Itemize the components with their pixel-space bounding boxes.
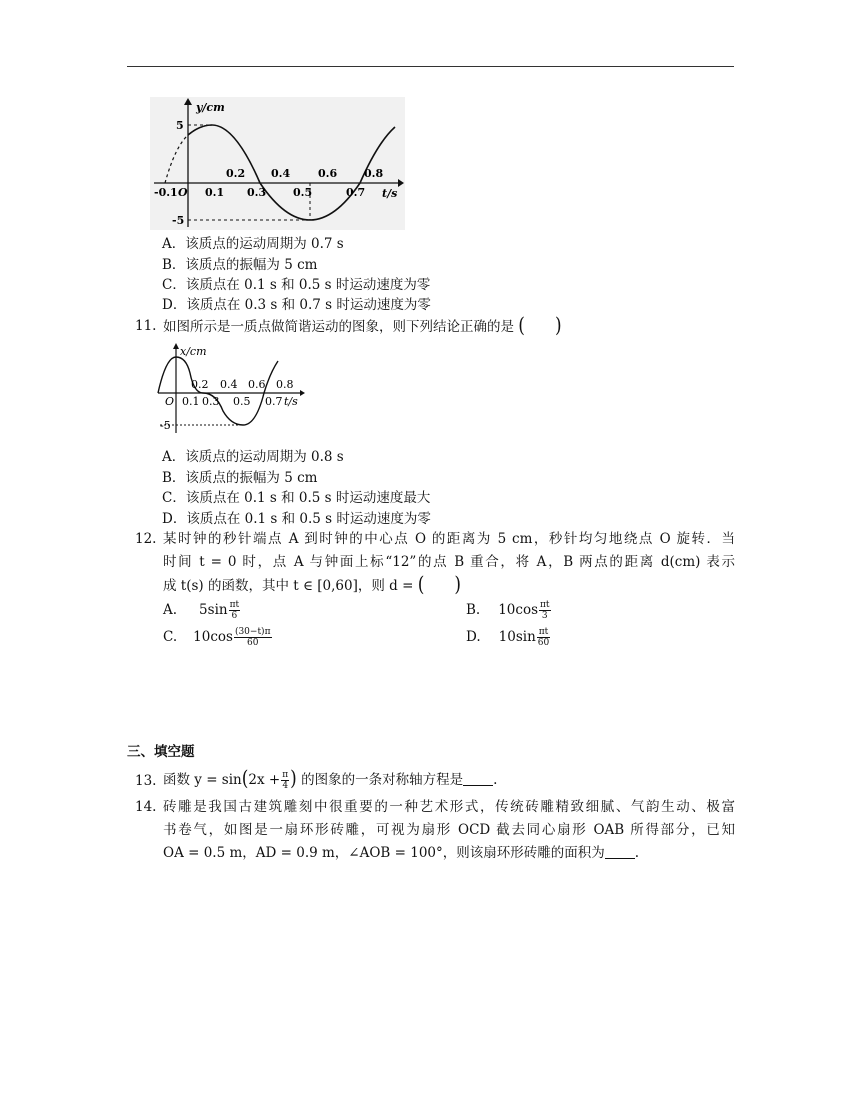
section-title-fill-in: 三、填空题 bbox=[127, 744, 195, 760]
q10-y-tick-neg5: -5 bbox=[172, 214, 185, 227]
q11-origin: O bbox=[165, 395, 175, 408]
q12-option-a-frac: $\frac{\pi t}{6}$ bbox=[229, 600, 240, 621]
q11-tick-below-4: 0.7 bbox=[265, 395, 283, 408]
q11-tick-below-2: 0.3 bbox=[202, 395, 220, 408]
q10-tick-above-3: 0.6 bbox=[318, 167, 338, 180]
q11-option-d: D．该质点在 0.1 s 和 0.5 s 时运动速度为零 bbox=[162, 511, 431, 527]
q11-tick-below-3: 0.5 bbox=[233, 395, 251, 408]
q12-option-d bbox=[466, 627, 551, 648]
q12-option-a-coef: 5sin bbox=[199, 602, 228, 618]
q11-paren-close: ) bbox=[554, 314, 562, 338]
q11-tick-below-1: 0.1 bbox=[182, 395, 200, 408]
q12-option-b bbox=[466, 600, 552, 621]
q12-option-d-frac: $\frac{\pi t}{60}$ bbox=[537, 627, 550, 648]
q14-line-3-text: OA = 0.5 m，AD = 0.9 m，∠AOB = 100°，则该扇环形砖雕的面积为 bbox=[163, 845, 605, 861]
q10-sine-graph bbox=[150, 97, 405, 230]
q11-y-axis-label: x/cm bbox=[180, 345, 207, 358]
q12-option-b-coef: 10cos bbox=[498, 602, 539, 618]
q13-inner: 2x + bbox=[248, 772, 281, 788]
q12-paren-close: ) bbox=[454, 573, 461, 597]
q13-prefix: 函数 y = sin bbox=[163, 772, 242, 788]
q11-option-a: A．该质点的运动周期为 0.8 s bbox=[162, 449, 344, 465]
q13-number: 13. bbox=[135, 773, 157, 789]
q13-answer-blank[interactable] bbox=[463, 771, 493, 786]
q12-line-1: 某时钟的秒针端点 A 到时钟的中心点 O 的距离为 5 cm，秒针均匀地绕点 O 旋转．当 bbox=[163, 531, 735, 547]
q12-line-2: 时间 t = 0 时，点 A 与钟面上标“12”的点 B 重合，将 A，B 两点的距离 d(cm) 表示 bbox=[163, 554, 735, 570]
q11-y-tick-neg5: -5 bbox=[160, 419, 171, 432]
q11-stem-text: 如图所示是一质点做简谐运动的图象，则下列结论正确的是 bbox=[163, 319, 514, 335]
q12-option-c bbox=[163, 627, 273, 648]
q11-stem bbox=[163, 314, 562, 338]
q14-number: 14. bbox=[135, 799, 157, 815]
q10-tick-above-1: 0.2 bbox=[226, 167, 246, 180]
q14-line-1: 砖雕是我国古建筑雕刻中很重要的一种艺术形式，传统砖雕精致细腻、气韵生动、极富 bbox=[163, 799, 735, 815]
q12-option-d-label: D. bbox=[466, 629, 481, 645]
q10-x-axis-label: t/s bbox=[382, 187, 398, 200]
q10-option-b: B．该质点的振幅为 5 cm bbox=[162, 257, 318, 273]
q11-x-axis-label: t/s bbox=[284, 395, 298, 408]
q10-y-tick-5: 5 bbox=[176, 119, 184, 132]
q12-option-c-coef: 10cos bbox=[193, 629, 233, 645]
q12-option-d-coef: 10sin bbox=[498, 629, 536, 645]
q11-tick-above-3: 0.6 bbox=[248, 378, 266, 391]
q10-option-a: A．该质点的运动周期为 0.7 s bbox=[162, 236, 344, 252]
q10-y-axis-label: y/cm bbox=[196, 101, 225, 114]
q10-origin: O bbox=[178, 186, 188, 199]
q11-tick-above-1: 0.2 bbox=[191, 378, 209, 391]
q10-option-d: D．该质点在 0.3 s 和 0.7 s 时运动速度为零 bbox=[162, 297, 431, 313]
q12-option-c-label: C. bbox=[163, 629, 178, 645]
q14-line-3: OA = 0.5 m，AD = 0.9 m，∠AOB = 100°，则该扇环形砖雕的面积为 . bbox=[163, 845, 640, 861]
q11-sine-graph bbox=[156, 343, 306, 435]
q12-option-a bbox=[163, 600, 241, 621]
q12-line-3 bbox=[163, 573, 735, 597]
q10-tick-below-3: 0.3 bbox=[247, 186, 267, 199]
q10-tick-below-1: -0.1 bbox=[154, 186, 178, 199]
q11-option-b: B．该质点的振幅为 5 cm bbox=[162, 470, 318, 486]
q12-option-c-frac: $\frac{(30-t)\pi}{60}$ bbox=[234, 627, 271, 648]
q13-frac: $\frac{\pi}{4}$ bbox=[282, 770, 289, 791]
q10-tick-below-4: 0.5 bbox=[293, 186, 313, 199]
header-rule bbox=[127, 66, 734, 67]
q10-tick-above-2: 0.4 bbox=[271, 167, 291, 180]
q12-option-b-label: B. bbox=[466, 602, 481, 618]
q11-tick-above-4: 0.8 bbox=[276, 378, 294, 391]
q11-option-c: C．该质点在 0.1 s 和 0.5 s 时运动速度最大 bbox=[162, 490, 431, 506]
q12-option-a-label: A. bbox=[163, 602, 178, 618]
q11-tick-above-2: 0.4 bbox=[220, 378, 238, 391]
q12-line-3-text: 成 t(s) 的函数，其中 t ∈ [0,60]，则 d = bbox=[163, 578, 418, 594]
q12-option-b-frac: $\frac{\pi t}{3}$ bbox=[540, 600, 550, 621]
q11-paren-open: ( bbox=[518, 314, 525, 338]
q14-line-2: 书卷气，如图是一扇环形砖雕，可视为扇形 OCD 截去同心扇形 OAB 所得部分，已知 bbox=[163, 822, 735, 838]
q10-tick-below-2: 0.1 bbox=[205, 186, 225, 199]
q10-option-c: C．该质点在 0.1 s 和 0.5 s 时运动速度为零 bbox=[162, 277, 431, 293]
q10-tick-below-5: 0.7 bbox=[346, 186, 366, 199]
q13-suffix: 的图象的一条对称轴方程是 bbox=[301, 772, 464, 788]
q12-number: 12. bbox=[135, 531, 157, 547]
q13-content: 函数 y = sin(2x + $\frac{\pi}{4}$ ) 的图象的一条对称轴方程是 . bbox=[163, 767, 498, 791]
q11-number: 11. bbox=[135, 318, 157, 334]
q12-paren-open: ( bbox=[417, 573, 425, 597]
q10-tick-above-4: 0.8 bbox=[364, 167, 384, 180]
q14-answer-blank[interactable] bbox=[605, 844, 635, 859]
